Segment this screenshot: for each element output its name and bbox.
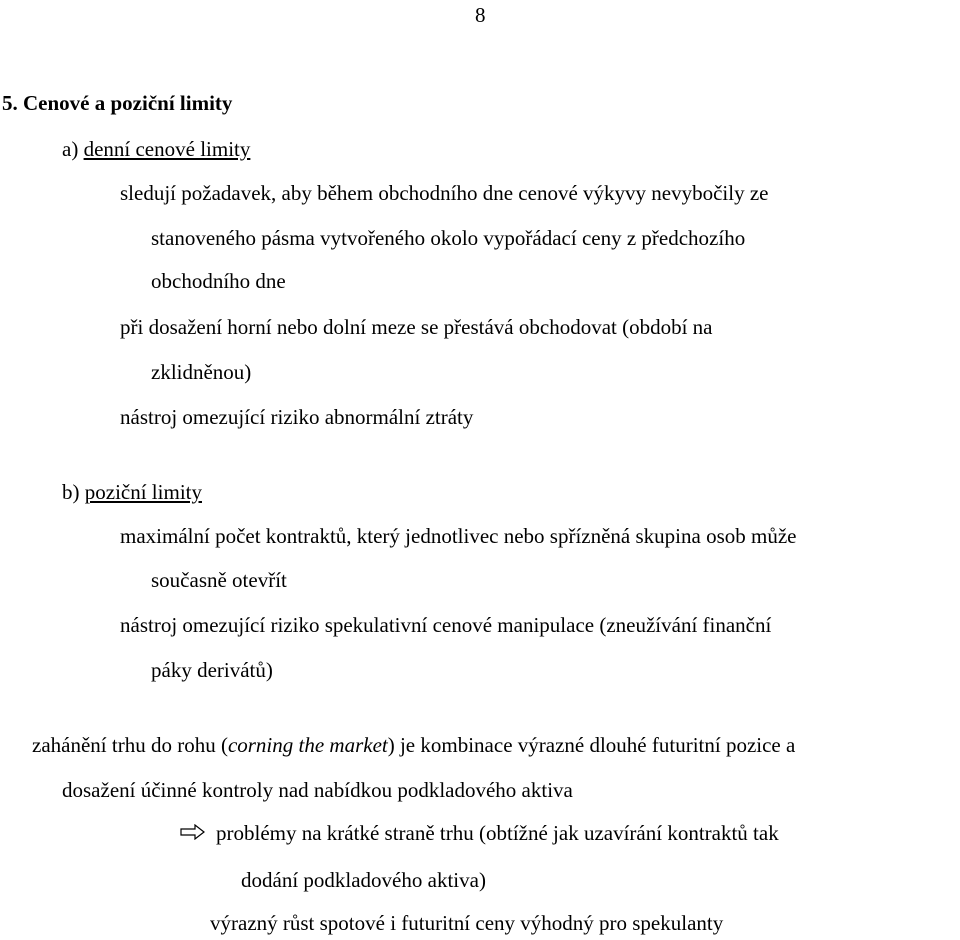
arrow-line-continuation: dodání podkladového aktiva) (241, 868, 486, 892)
part-a-line-3: obchodního dne (151, 269, 286, 293)
part-b-line-1: maximální počet kontraktů, který jednotlivec nebo spřízněná skupina osob může (120, 524, 797, 548)
part-a-line-4: při dosažení horní nebo dolní meze se přestává obchodovat (období na (120, 315, 713, 339)
section-heading (2, 91, 232, 115)
corning-prefix: zahánění trhu do rohu ( (32, 733, 228, 757)
corning-line-1 (32, 733, 795, 757)
part-b-line-2: současně otevřít (151, 568, 287, 592)
part-a-heading (62, 137, 250, 161)
part-b-heading (62, 480, 202, 504)
part-b-line-3: nástroj omezující riziko spekulativní cenové manipulace (zneužívání finanční (120, 613, 772, 637)
part-a-line-2: stanoveného pásma vytvořeného okolo vypořádací ceny z předchozího (151, 226, 746, 250)
arrow-line-text: problémy na krátké straně trhu (obtížné jak uzavírání kontraktů tak (216, 821, 779, 845)
part-a-line-5: zklidněnou) (151, 360, 252, 384)
section-title: Cenové a poziční limity (23, 91, 233, 115)
last-line: výrazný růst spotové i futuritní ceny výhodný pro spekulanty (210, 911, 724, 935)
part-a-line-1: sledují požadavek, aby během obchodního dne cenové výkyvy nevybočily ze (120, 181, 769, 205)
part-b-line-4: páky derivátů) (151, 658, 273, 682)
part-a-title: denní cenové limity (83, 137, 251, 161)
section-number: 5. (2, 91, 18, 115)
part-a-label: a) (62, 137, 79, 161)
part-b-title: poziční limity (84, 480, 202, 504)
part-b-label: b) (62, 480, 80, 504)
page-number: 8 (475, 3, 486, 27)
arrow-line (180, 821, 779, 847)
corning-italic-term: corning the market (227, 733, 388, 757)
part-a-line-6: nástroj omezující riziko abnormální ztráty (120, 405, 474, 429)
corning-suffix: ) je kombinace výrazné dlouhé futuritní pozice a (387, 733, 796, 757)
outlined-right-arrow-icon (180, 821, 206, 845)
corning-line-2: dosažení účinné kontroly nad nabídkou podkladového aktiva (62, 778, 573, 802)
